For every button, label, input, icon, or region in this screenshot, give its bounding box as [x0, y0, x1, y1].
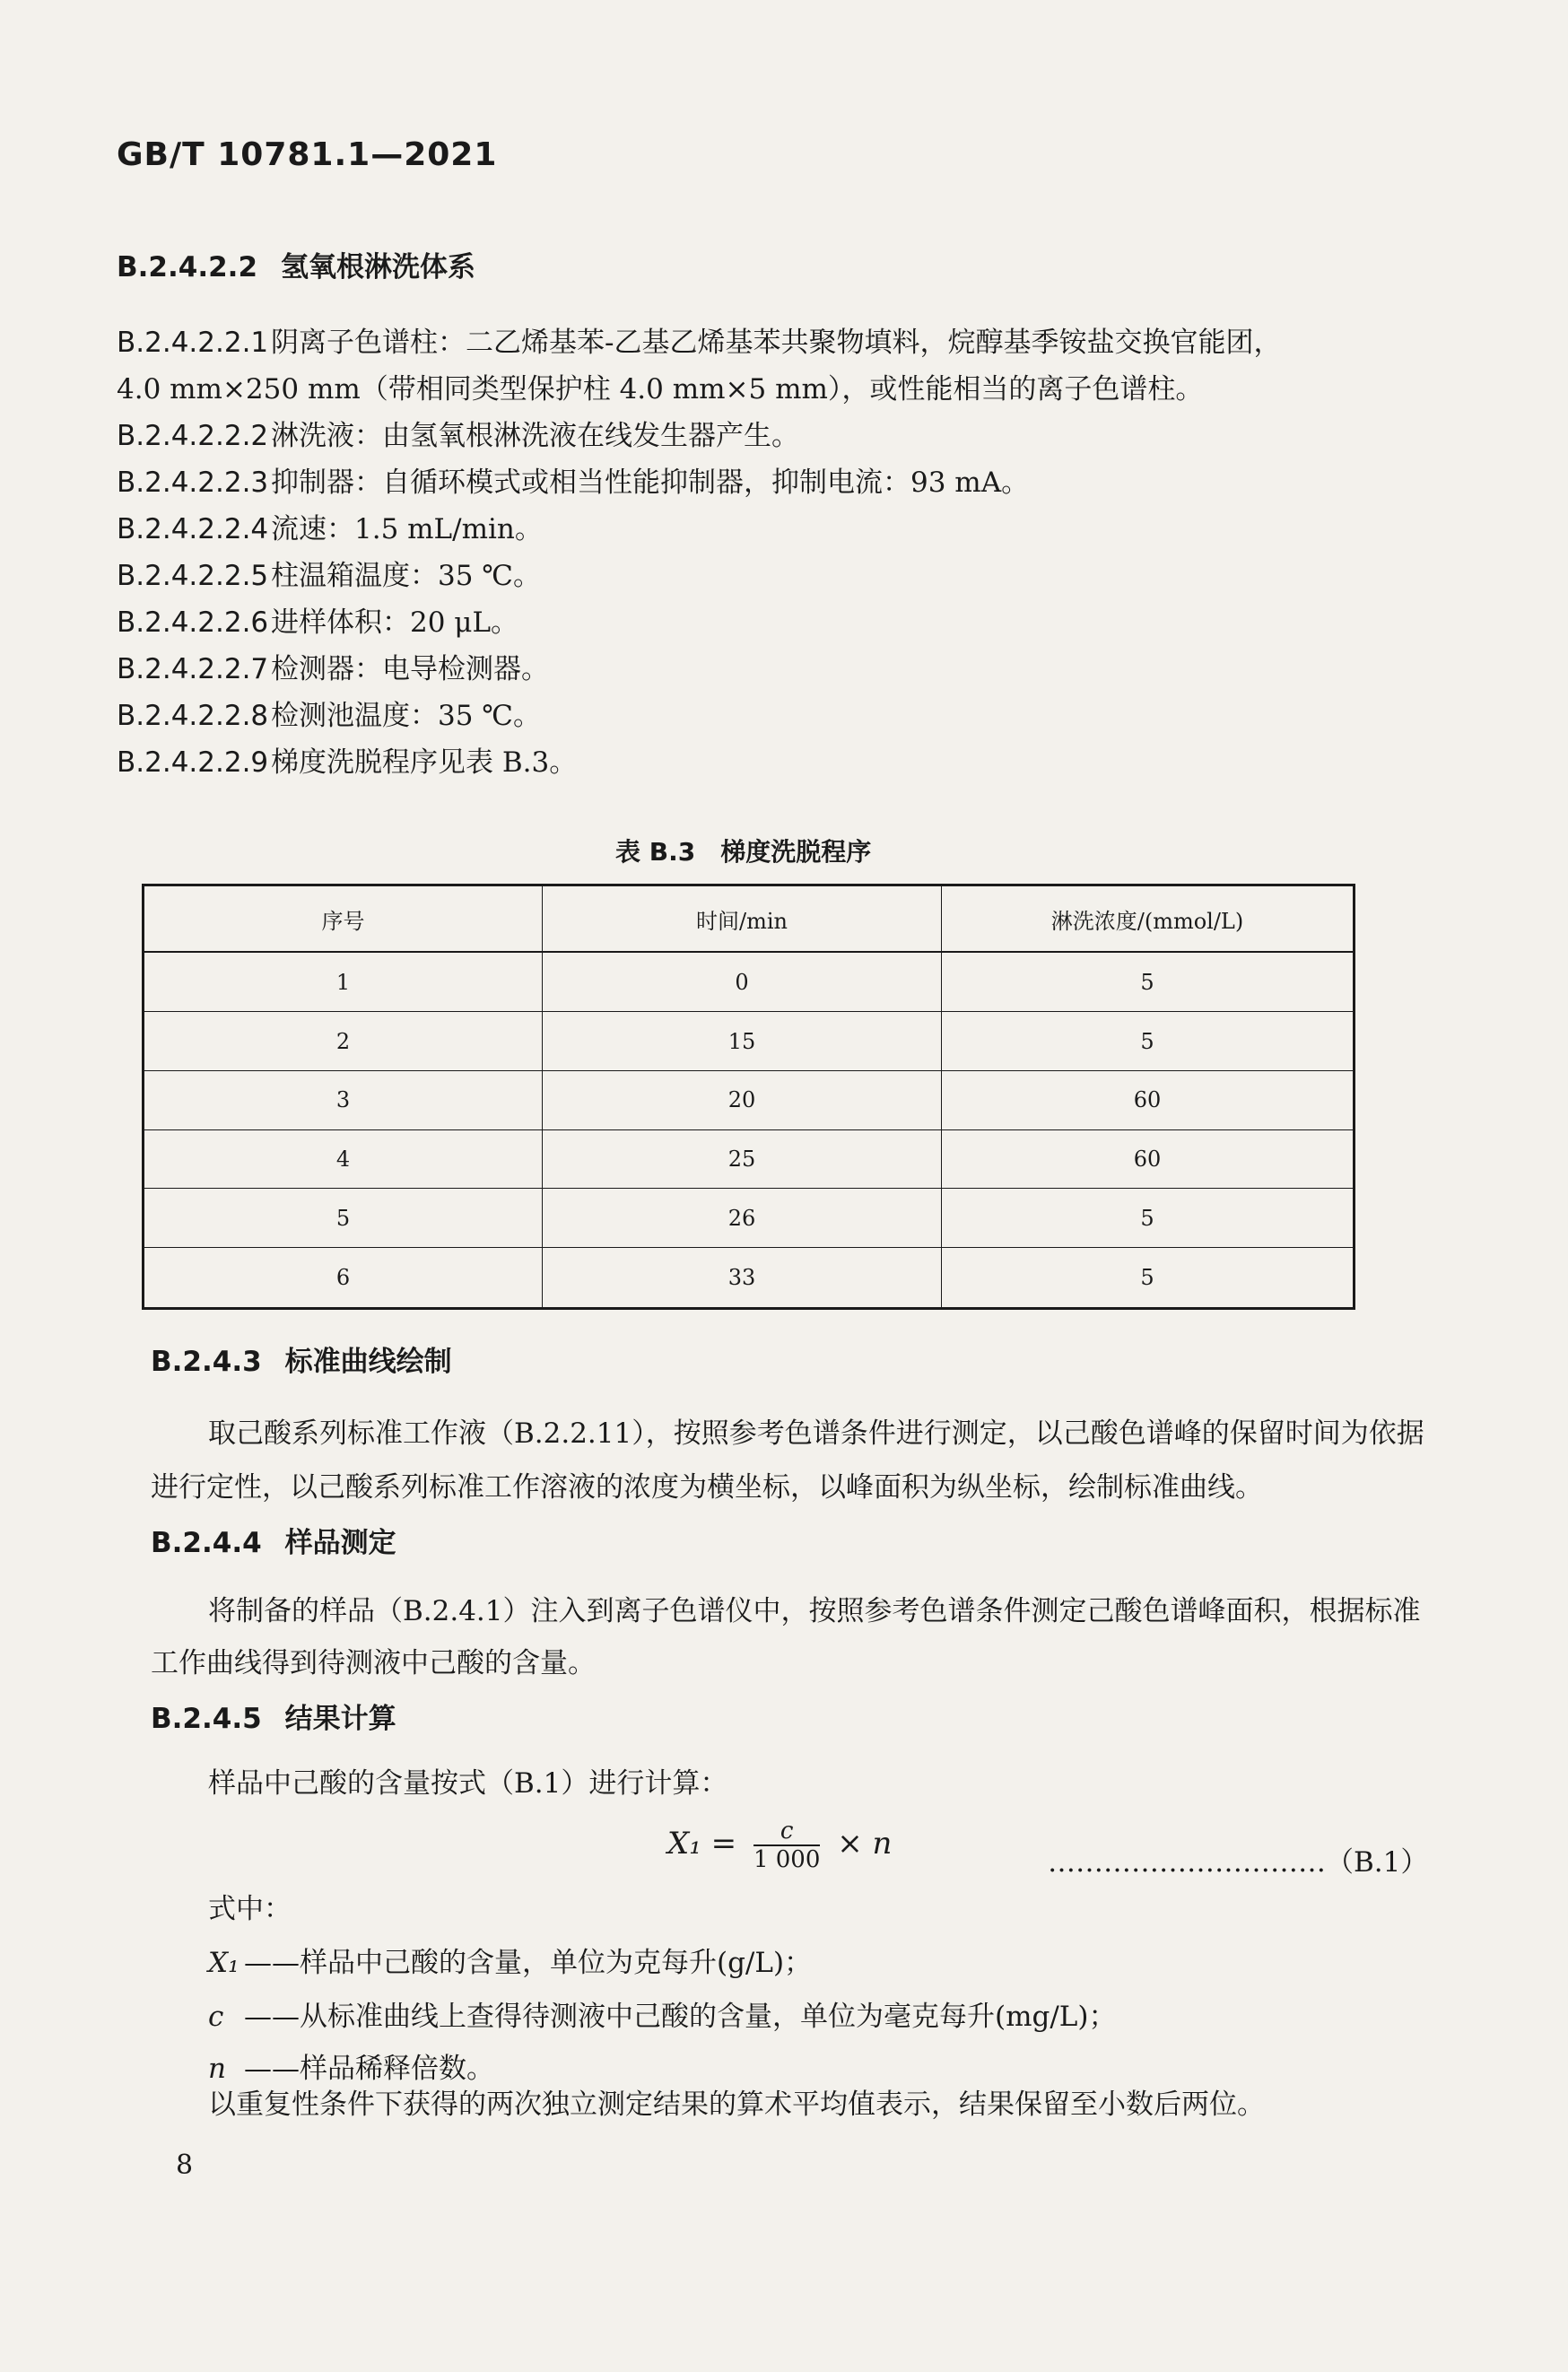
section-number: B.2.4.2.2: [117, 251, 258, 283]
formula-fraction: [754, 1818, 820, 1873]
clause-number: B.2.4.2.2.1: [117, 327, 269, 359]
clause-item: [117, 693, 541, 733]
table-caption: 表 B.3 梯度洗脱程序: [615, 837, 872, 867]
definition-text: ——从标准曲线上查得待测液中己酸的含量，单位为毫克每升(mg/L)；: [244, 2001, 1117, 2033]
where-label: 式中：: [208, 1893, 292, 1925]
table-cell: 60: [942, 1070, 1355, 1129]
clause-text: 进样体积：20 μL。: [271, 606, 519, 639]
section-heading-b243: [151, 1339, 452, 1379]
table-row: [144, 1129, 1355, 1189]
formula-numerator: c: [754, 1818, 820, 1846]
clause-number: B.2.4.2.2.6: [117, 606, 269, 639]
table-cell: 60: [942, 1129, 1355, 1189]
definition-item: [208, 1940, 812, 1980]
clause-item: [117, 646, 549, 686]
clause-text: 柱温箱温度：35 ℃。: [271, 560, 541, 592]
clause-item: [117, 319, 1281, 360]
table-row: [144, 1248, 1355, 1309]
page-number: 8: [176, 2150, 194, 2181]
clause-continuation: [117, 366, 1203, 406]
table-cell: 5: [942, 1248, 1355, 1309]
clause-text: 淋洗液：由氢氧根淋洗液在线发生器产生。: [271, 420, 799, 452]
table-cell: 26: [543, 1189, 942, 1248]
section-heading-b245: [151, 1696, 396, 1736]
formula-lhs: X₁ =: [667, 1826, 737, 1862]
table-cell: 33: [543, 1248, 942, 1309]
section-number: B.2.4.4: [151, 1527, 262, 1559]
section-title: 样品测定: [284, 1527, 396, 1559]
table-cell: 4: [144, 1129, 543, 1189]
clause-item: [117, 506, 543, 546]
paragraph-line: 取己酸系列标准工作液（B.2.2.11），按照参考色谱条件进行测定，以己酸色谱峰的保留时间为依据: [208, 1417, 1424, 1450]
clause-item: [117, 459, 1029, 500]
definition-text: ——样品中己酸的含量，单位为克每升(g/L)；: [244, 1947, 813, 1979]
section-heading-b24222: [117, 244, 475, 284]
clause-item: [117, 739, 577, 780]
clause-number: B.2.4.2.2.2: [117, 420, 269, 452]
table-cell: 20: [543, 1070, 942, 1129]
clause-number: B.2.4.2.2.3: [117, 467, 269, 499]
clause-text: 检测器：电导检测器。: [271, 653, 549, 685]
clause-number: B.2.4.2.2.7: [117, 653, 269, 685]
table-cell: 0: [543, 952, 942, 1012]
table-cell: 6: [144, 1248, 543, 1309]
paragraph-line: 样品中己酸的含量按式（B.1）进行计算：: [208, 1767, 728, 1800]
table-cell: 3: [144, 1070, 543, 1129]
clause-text: 梯度洗脱程序见表 B.3。: [271, 746, 578, 779]
table-header-row: [144, 885, 1355, 953]
formula-b1: [667, 1818, 892, 1873]
definition-symbol: n: [208, 2053, 226, 2085]
clause-number: B.2.4.2.2.5: [117, 560, 269, 592]
clause-item: [117, 553, 541, 593]
section-number: B.2.4.3: [151, 1346, 262, 1378]
clause-number: B.2.4.2.2.4: [117, 513, 269, 545]
clause-item: [117, 413, 799, 453]
definition-text: ——样品稀释倍数。: [244, 2053, 494, 2085]
formula-label: …………………………（B.1）: [1048, 1846, 1429, 1879]
table-row: [144, 1070, 1355, 1129]
section-title: 标准曲线绘制: [284, 1346, 452, 1378]
standard-header: GB/T 10781.1—2021: [117, 136, 498, 173]
column-header: 时间/min: [543, 885, 942, 953]
table-row: [144, 1189, 1355, 1248]
table-cell: 1: [144, 952, 543, 1012]
section-heading-b244: [151, 1520, 396, 1560]
clause-text: 阴离子色谱柱：二乙烯基苯-乙基乙烯基苯共聚物填料，烷醇基季铵盐交换官能团，: [271, 327, 1282, 359]
section-title: 结果计算: [284, 1703, 396, 1735]
column-header: 序号: [144, 885, 543, 953]
definition-item: [208, 1993, 1116, 2034]
paragraph-line: 进行定性，以己酸系列标准工作溶液的浓度为横坐标，以峰面积为纵坐标，绘制标准曲线。: [151, 1471, 1263, 1504]
clause-text: 4.0 mm×250 mm（带相同类型保护柱 4.0 mm×5 mm），或性能相当的离子色谱柱。: [117, 373, 1204, 406]
clause-number: B.2.4.2.2.8: [117, 700, 269, 732]
table-cell: 15: [543, 1012, 942, 1071]
table-cell: 5: [942, 952, 1355, 1012]
clause-text: 流速：1.5 mL/min。: [271, 513, 543, 545]
table-cell: 5: [942, 1189, 1355, 1248]
clause-item: [117, 599, 518, 640]
paragraph-line: 将制备的样品（B.2.4.1）注入到离子色谱仪中，按照参考色谱条件测定己酸色谱峰面积，根据标准: [208, 1595, 1421, 1627]
gradient-table: [142, 884, 1355, 1310]
definition-symbol: c: [208, 2001, 224, 2033]
formula-denominator: 1 000: [753, 1846, 821, 1873]
closing-statement: 以重复性条件下获得的两次独立测定结果的算术平均值表示，结果保留至小数后两位。: [208, 2089, 1265, 2121]
column-header: 淋洗浓度/(mmol/L): [942, 885, 1355, 953]
table-cell: 5: [144, 1189, 543, 1248]
table-cell: 2: [144, 1012, 543, 1071]
section-number: B.2.4.5: [151, 1703, 262, 1735]
paragraph-line: 工作曲线得到待测液中己酸的含量。: [151, 1647, 596, 1679]
table-cell: 5: [942, 1012, 1355, 1071]
table-cell: 25: [543, 1129, 942, 1189]
definition-symbol: X₁: [208, 1947, 240, 1979]
table-row: [144, 1012, 1355, 1071]
clause-text: 抑制器：自循环模式或相当性能抑制器，抑制电流：93 mA。: [271, 467, 1030, 499]
formula-rhs: × n: [837, 1826, 893, 1862]
clause-text: 检测池温度：35 ℃。: [271, 700, 541, 732]
section-title: 氢氧根淋洗体系: [281, 251, 476, 283]
table-row: [144, 952, 1355, 1012]
clause-number: B.2.4.2.2.9: [117, 746, 269, 779]
